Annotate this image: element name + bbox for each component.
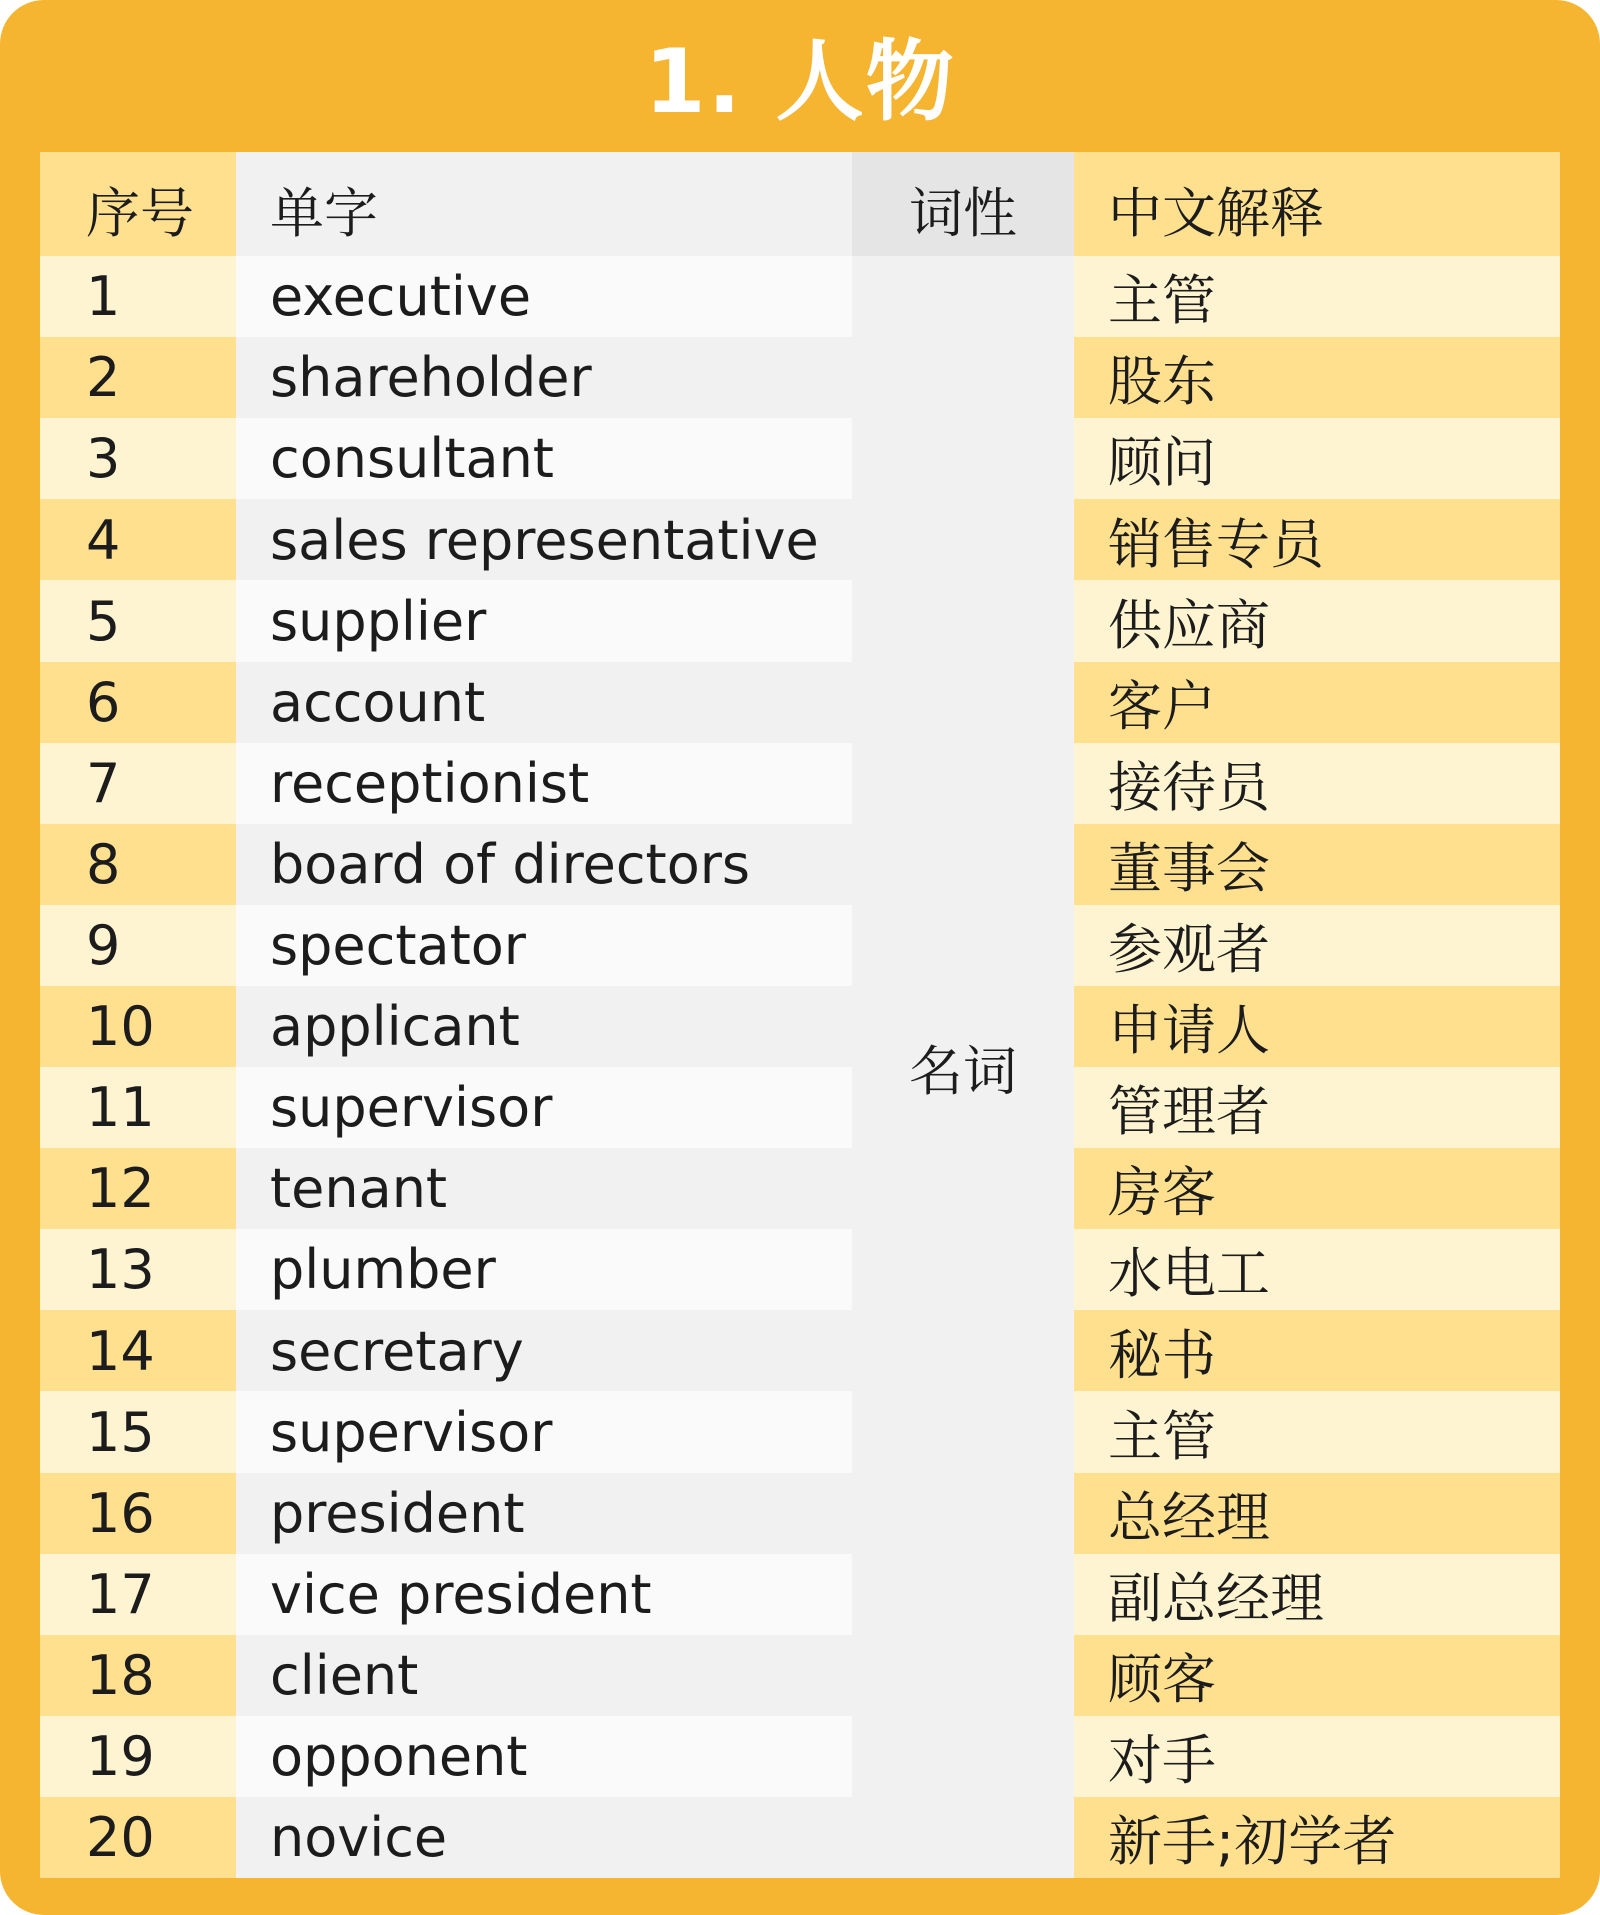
row-word: opponent <box>236 1716 892 1798</box>
table-row <box>40 1391 1560 1473</box>
table-row <box>40 986 1560 1068</box>
row-word: president <box>236 1473 892 1555</box>
row-word: secretary <box>236 1310 892 1392</box>
row-chinese-meaning: 参观者 <box>1074 905 1560 987</box>
table-row <box>40 1229 1560 1311</box>
table-row <box>40 1554 1560 1636</box>
row-chinese-meaning: 对手 <box>1074 1716 1560 1798</box>
table-row <box>40 905 1560 987</box>
row-word: novice <box>236 1797 892 1879</box>
row-chinese-meaning: 新手;初学者 <box>1074 1797 1560 1879</box>
table-row <box>40 1716 1560 1798</box>
row-word: plumber <box>236 1229 892 1311</box>
row-number: 19 <box>40 1716 236 1798</box>
header-number: 序号 <box>40 152 236 256</box>
row-chinese-meaning: 管理者 <box>1074 1067 1560 1149</box>
table-row <box>40 256 1560 338</box>
table-row <box>40 662 1560 744</box>
row-word: account <box>236 662 892 744</box>
table-row <box>40 499 1560 581</box>
row-word: client <box>236 1635 892 1717</box>
row-chinese-meaning: 申请人 <box>1074 986 1560 1068</box>
row-word: sales representative <box>236 499 892 581</box>
table-row <box>40 580 1560 662</box>
row-number: 4 <box>40 499 236 581</box>
row-chinese-meaning: 顾客 <box>1074 1635 1560 1717</box>
row-word: supervisor <box>236 1067 892 1149</box>
row-number: 14 <box>40 1310 236 1392</box>
row-number: 12 <box>40 1148 236 1230</box>
table-row <box>40 1473 1560 1555</box>
table-row <box>40 1797 1560 1879</box>
row-number: 6 <box>40 662 236 744</box>
row-chinese-meaning: 顾问 <box>1074 418 1560 500</box>
row-chinese-meaning: 销售专员 <box>1074 499 1560 581</box>
row-number: 8 <box>40 824 236 906</box>
row-number: 11 <box>40 1067 236 1149</box>
table-row <box>40 418 1560 500</box>
row-word: executive <box>236 256 892 338</box>
row-chinese-meaning: 秘书 <box>1074 1310 1560 1392</box>
vocabulary-table <box>40 152 1560 1878</box>
row-chinese-meaning: 主管 <box>1074 256 1560 338</box>
row-number: 10 <box>40 986 236 1068</box>
row-number: 16 <box>40 1473 236 1555</box>
row-number: 18 <box>40 1635 236 1717</box>
row-chinese-meaning: 股东 <box>1074 337 1560 419</box>
table-row <box>40 337 1560 419</box>
header-part-of-speech: 词性 <box>852 152 1074 256</box>
row-number: 20 <box>40 1797 236 1879</box>
row-number: 17 <box>40 1554 236 1636</box>
table-row <box>40 1148 1560 1230</box>
table-row <box>40 743 1560 825</box>
row-number: 13 <box>40 1229 236 1311</box>
row-number: 15 <box>40 1391 236 1473</box>
row-number: 1 <box>40 256 236 338</box>
row-word: board of directors <box>236 824 892 906</box>
row-word: shareholder <box>236 337 892 419</box>
row-chinese-meaning: 副总经理 <box>1074 1554 1560 1636</box>
row-number: 5 <box>40 580 236 662</box>
row-word: supplier <box>236 580 892 662</box>
row-number: 2 <box>40 337 236 419</box>
row-word: tenant <box>236 1148 892 1230</box>
table-header-row <box>40 152 1560 256</box>
row-word: supervisor <box>236 1391 892 1473</box>
row-chinese-meaning: 客户 <box>1074 662 1560 744</box>
row-number: 9 <box>40 905 236 987</box>
row-chinese-meaning: 供应商 <box>1074 580 1560 662</box>
table-row <box>40 1310 1560 1392</box>
row-word: spectator <box>236 905 892 987</box>
table-row <box>40 1635 1560 1717</box>
row-chinese-meaning: 总经理 <box>1074 1473 1560 1555</box>
row-chinese-meaning: 主管 <box>1074 1391 1560 1473</box>
row-chinese-meaning: 房客 <box>1074 1148 1560 1230</box>
row-chinese-meaning: 董事会 <box>1074 824 1560 906</box>
row-word: applicant <box>236 986 892 1068</box>
row-number: 3 <box>40 418 236 500</box>
header-chinese-meaning: 中文解释 <box>1074 152 1560 256</box>
row-word: receptionist <box>236 743 892 825</box>
table-row <box>40 824 1560 906</box>
row-word: vice president <box>236 1554 892 1636</box>
table-row <box>40 1067 1560 1149</box>
row-chinese-meaning: 水电工 <box>1074 1229 1560 1311</box>
page-title: 1. 人物 <box>644 30 956 133</box>
row-chinese-meaning: 接待员 <box>1074 743 1560 825</box>
part-of-speech-cell: 名词 <box>852 256 1074 1878</box>
row-word: consultant <box>236 418 892 500</box>
row-number: 7 <box>40 743 236 825</box>
header-word: 单字 <box>236 152 892 256</box>
